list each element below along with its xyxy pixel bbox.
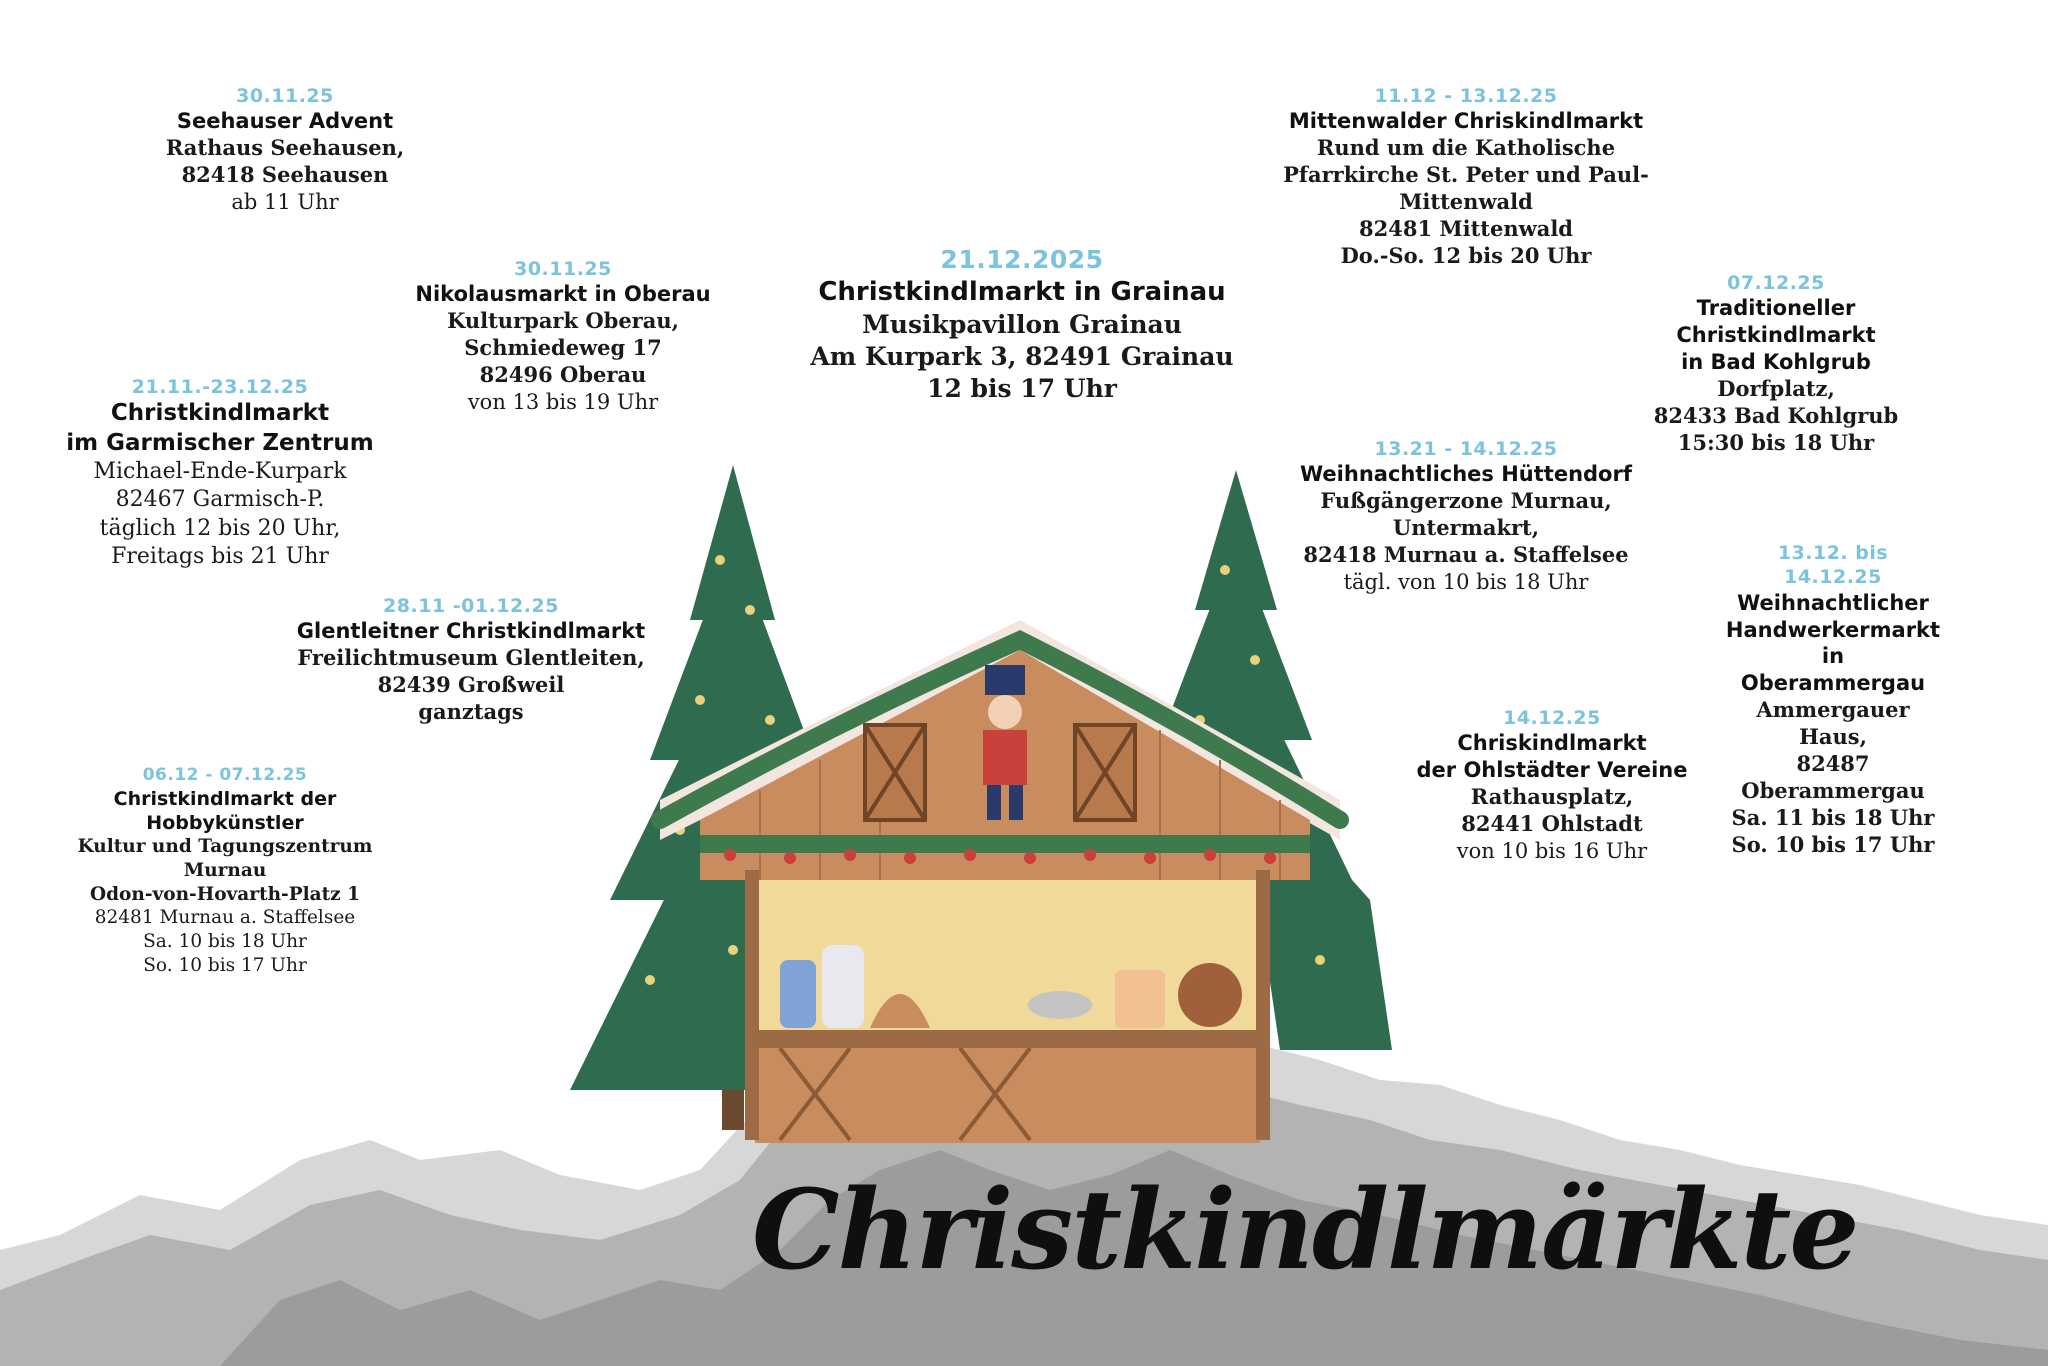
event-title: Christkindlmarkt bbox=[110, 400, 330, 427]
event-location: Pfarrkirche St. Peter und Paul- bbox=[1283, 162, 1649, 188]
event-location: Musikpavillon Grainau bbox=[862, 310, 1182, 340]
event-location: 82418 Seehausen bbox=[181, 162, 389, 188]
event-title: Seehauser Advent bbox=[176, 109, 394, 134]
event-location: 82418 Murnau a. Staffelsee bbox=[1303, 541, 1629, 567]
headline-title: Christkindlmärkte bbox=[752, 1165, 1858, 1294]
event-date: 30.11.25 bbox=[514, 258, 612, 280]
event-title: Christkindlmarkt in Grainau bbox=[818, 277, 1226, 307]
event-title: Hobbykünstler bbox=[146, 812, 304, 835]
event-title: in Bad Kohlgrub bbox=[1681, 350, 1871, 375]
event-date: 21.12.2025 bbox=[940, 245, 1104, 274]
event-hobbykuenstler bbox=[78, 765, 373, 977]
event-title: Traditioneller Christkindlmarkt bbox=[1676, 296, 1876, 348]
event-location: 82433 Bad Kohlgrub bbox=[1653, 402, 1899, 428]
event-location: Rathaus Seehausen, bbox=[165, 135, 405, 161]
event-date: 06.12 - 07.12.25 bbox=[142, 765, 308, 785]
event-title: Chriskindlmarkt bbox=[1457, 731, 1647, 756]
event-location: 82481 Mittenwald bbox=[1359, 215, 1573, 241]
event-oberau bbox=[415, 257, 710, 416]
event-time: Sa. 10 bis 18 Uhr bbox=[143, 931, 307, 953]
event-location: Murnau bbox=[183, 860, 267, 882]
event-title: Nikolausmarkt in Oberau bbox=[415, 282, 711, 307]
event-location: Rathausplatz, bbox=[1470, 784, 1634, 810]
event-title: der Ohlstädter Vereine bbox=[1416, 758, 1688, 783]
event-murnau-huettendorf bbox=[1300, 437, 1632, 596]
event-time: von 10 bis 16 Uhr bbox=[1456, 838, 1648, 863]
event-location: 82441 Ohlstadt bbox=[1461, 810, 1643, 836]
event-title: Mittenwalder Chriskindlmarkt bbox=[1288, 109, 1644, 134]
event-time: So. 10 bis 17 Uhr bbox=[1731, 831, 1935, 857]
event-location: Am Kurpark 3, 82491 Grainau bbox=[810, 342, 1234, 372]
event-location: Mittenwald bbox=[1399, 188, 1533, 214]
event-location: 82439 Großweil bbox=[377, 672, 565, 698]
event-date: 13.12. bis 14.12.25 bbox=[1777, 542, 1889, 589]
event-time: Do.-So. 12 bis 20 Uhr bbox=[1340, 242, 1592, 268]
event-title: Oberammergau bbox=[1740, 671, 1926, 696]
event-time: Freitags bis 21 Uhr bbox=[111, 543, 329, 569]
event-location: Rund um die Katholische bbox=[1316, 135, 1616, 161]
event-date: 28.11 -01.12.25 bbox=[383, 595, 559, 617]
event-time: tägl. von 10 bis 18 Uhr bbox=[1343, 569, 1589, 594]
event-glentleiten bbox=[297, 594, 645, 726]
event-ohlstadt bbox=[1417, 706, 1688, 865]
event-title: Glentleitner Christkindlmarkt bbox=[296, 619, 646, 644]
event-time: ab 11 Uhr bbox=[231, 189, 339, 214]
event-oberammergau bbox=[1726, 541, 1941, 858]
event-location: Schmiedeweg 17 bbox=[464, 335, 662, 361]
event-time: 12 bis 17 Uhr bbox=[927, 374, 1117, 404]
event-seehausen bbox=[166, 84, 404, 216]
event-title: Weihnachtlicher bbox=[1737, 590, 1929, 615]
event-title: Weihnachtliches Hüttendorf bbox=[1300, 462, 1632, 487]
event-title: im Garmischer Zentrum bbox=[66, 429, 374, 456]
event-location: Odon-von-Hovarth-Platz 1 bbox=[89, 883, 361, 905]
event-time: So. 10 bis 17 Uhr bbox=[143, 954, 307, 976]
event-garmisch bbox=[66, 375, 373, 571]
event-location: 82487 Oberammergau bbox=[1741, 750, 1925, 803]
event-bad-kohlgrub bbox=[1640, 271, 1912, 457]
event-location: Fußgängerzone Murnau, bbox=[1320, 488, 1612, 514]
event-time: 15:30 bis 18 Uhr bbox=[1677, 429, 1875, 455]
event-date: 13.21 - 14.12.25 bbox=[1374, 438, 1558, 460]
event-location: Kulturpark Oberau, bbox=[447, 308, 679, 334]
event-date: 07.12.25 bbox=[1727, 272, 1825, 294]
event-time: von 13 bis 19 Uhr bbox=[467, 389, 659, 414]
event-title: Handwerkermarkt in bbox=[1725, 617, 1941, 669]
event-location: Freilichtmuseum Glentleiten, bbox=[297, 645, 645, 671]
event-time: täglich 12 bis 20 Uhr, bbox=[99, 515, 341, 541]
event-location: 82481 Murnau a. Staffelsee bbox=[94, 907, 356, 929]
event-date: 11.12 - 13.12.25 bbox=[1374, 85, 1558, 107]
event-location: Dorfplatz, bbox=[1717, 375, 1835, 401]
event-grainau bbox=[810, 244, 1233, 405]
event-time: ganztags bbox=[418, 698, 524, 724]
event-date: 21.11.-23.12.25 bbox=[131, 376, 309, 398]
event-mittenwald bbox=[1283, 84, 1649, 270]
event-location: Untermakrt, bbox=[1392, 515, 1540, 541]
event-location: Kultur und Tagungszentrum bbox=[77, 836, 373, 858]
event-location: Michael-Ende-Kurpark bbox=[93, 459, 347, 485]
event-date: 14.12.25 bbox=[1503, 707, 1601, 729]
event-location: Ammergauer Haus, bbox=[1756, 697, 1910, 749]
event-time: Sa. 11 bis 18 Uhr bbox=[1731, 804, 1935, 830]
event-date: 30.11.25 bbox=[236, 85, 334, 107]
event-location: 82496 Oberau bbox=[479, 361, 647, 387]
event-title: Christkindlmarkt der bbox=[113, 787, 337, 810]
event-location: 82467 Garmisch-P. bbox=[115, 487, 325, 513]
